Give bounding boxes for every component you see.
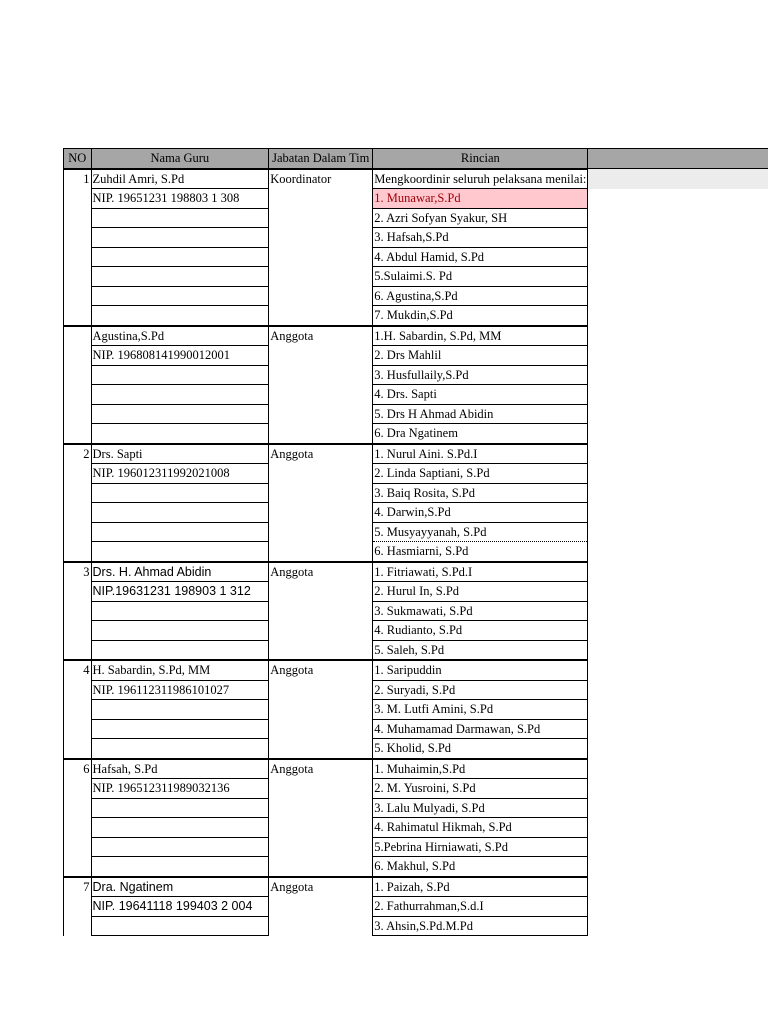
role-blank-cell [269,267,373,287]
table-row [64,601,768,621]
table-row [64,818,768,838]
detail-item: 5. Musyayyanah, S.Pd [373,522,588,542]
overflow-cell [588,267,768,287]
teacher-name: H. Sabardin, S.Pd, MM [91,660,269,680]
detail-item: 7. Mukdin,S.Pd [373,306,588,326]
teacher-name: Zuhdil Amri, S.Pd [91,169,269,189]
table-row [64,562,768,582]
teacher-blank-cell [91,228,269,248]
overflow-cell [588,582,768,602]
teacher-blank-cell [91,916,269,936]
detail-item: 3. M. Lutfi Amini, S.Pd [373,700,588,720]
row-number-cell [64,719,92,739]
detail-item: 1. Nurul Aini. S.Pd.I [373,444,588,464]
teacher-blank-cell [91,385,269,405]
role-cell: Anggota [269,444,373,464]
role-blank-cell [269,582,373,602]
teacher-blank-cell [91,739,269,759]
overflow-cell [588,228,768,248]
table-row [64,444,768,464]
row-number-cell: 4 [64,660,92,680]
row-number-cell: 1 [64,169,92,189]
row-number-cell [64,601,92,621]
role-blank-cell [269,680,373,700]
overflow-cell [588,404,768,424]
teacher-name: Drs. H. Ahmad Abidin [91,562,269,582]
teacher-blank-cell [91,247,269,267]
overflow-cell [588,522,768,542]
table-row [64,621,768,641]
teacher-blank-cell [91,424,269,444]
overflow-cell [588,640,768,660]
role-blank-cell [269,837,373,857]
row-number-cell [64,208,92,228]
table-row [64,759,768,779]
row-number-cell [64,464,92,484]
detail-item: 6. Hasmiarni, S.Pd [373,542,588,562]
row-number-cell [64,621,92,641]
role-blank-cell [269,640,373,660]
teacher-blank-cell [91,365,269,385]
overflow-cell [588,286,768,306]
overflow-cell [588,189,768,209]
header-jabatan: Jabatan Dalam Tim [269,149,373,169]
overflow-cell [588,346,768,366]
teacher-blank-cell [91,837,269,857]
row-number-cell [64,346,92,366]
table-row [64,228,768,248]
row-number-cell [64,365,92,385]
row-number-cell [64,542,92,562]
row-number-cell [64,503,92,523]
teacher-blank-cell [91,818,269,838]
teacher-nip: NIP.19631231 198903 1 312 [91,582,269,602]
row-number-cell [64,424,92,444]
table-row [64,877,768,897]
detail-item: 1. Muhaimin,S.Pd [373,759,588,779]
detail-item: 1. Munawar,S.Pd [373,189,588,209]
role-blank-cell [269,228,373,248]
row-number-cell [64,798,92,818]
detail-item: 2. Drs Mahlil [373,346,588,366]
detail-item: 6. Makhul, S.Pd [373,857,588,877]
teacher-name: Drs. Sapti [91,444,269,464]
row-number-cell [64,582,92,602]
table-row [64,346,768,366]
row-number-cell [64,326,92,346]
table-row [64,739,768,759]
overflow-cell [588,739,768,759]
detail-item: 3. Ahsin,S.Pd.M.Pd [373,916,588,936]
detail-item: 4. Abdul Hamid, S.Pd [373,247,588,267]
role-blank-cell [269,719,373,739]
table-row [64,700,768,720]
role-blank-cell [269,779,373,799]
table-row [64,483,768,503]
overflow-cell [588,326,768,346]
detail-item: 2. Linda Saptiani, S.Pd [373,464,588,484]
row-number-cell [64,640,92,660]
role-blank-cell [269,189,373,209]
detail-item: 2. Hurul In, S.Pd [373,582,588,602]
table-row [64,306,768,326]
table-row [64,582,768,602]
table-row [64,267,768,287]
overflow-cell [588,169,768,189]
row-number-cell: 6 [64,759,92,779]
detail-item: 2. M. Yusroini, S.Pd [373,779,588,799]
detail-item: 5. Drs H Ahmad Abidin [373,404,588,424]
role-blank-cell [269,897,373,917]
teacher-blank-cell [91,483,269,503]
role-blank-cell [269,208,373,228]
header-nama-guru: Nama Guru [91,149,269,169]
table-row [64,326,768,346]
detail-item: 3. Husfullaily,S.Pd [373,365,588,385]
detail-item: 4. Darwin,S.Pd [373,503,588,523]
overflow-cell [588,621,768,641]
overflow-cell [588,542,768,562]
row-number-cell [64,404,92,424]
row-number-cell: 3 [64,562,92,582]
detail-item: 2. Suryadi, S.Pd [373,680,588,700]
role-blank-cell [269,247,373,267]
detail-item: 6. Dra Ngatinem [373,424,588,444]
teacher-blank-cell [91,542,269,562]
detail-item: 1. Fitriawati, S.Pd.I [373,562,588,582]
table-body [64,169,768,936]
teacher-name: Hafsah, S.Pd [91,759,269,779]
header-no: NO [64,149,92,169]
overflow-cell [588,719,768,739]
role-blank-cell [269,346,373,366]
role-blank-cell [269,739,373,759]
teacher-name: Dra. Ngatinem [91,877,269,897]
table-row [64,837,768,857]
teacher-blank-cell [91,503,269,523]
table-row [64,660,768,680]
detail-item: 4. Rudianto, S.Pd [373,621,588,641]
table-row [64,365,768,385]
role-cell: Anggota [269,326,373,346]
table-row [64,247,768,267]
row-number-cell [64,916,92,936]
row-number-cell [64,680,92,700]
overflow-cell [588,660,768,680]
assignment-table [63,148,768,936]
role-blank-cell [269,522,373,542]
overflow-cell [588,306,768,326]
detail-item: 3. Baiq Rosita, S.Pd [373,483,588,503]
header-overflow-cell [588,149,768,169]
table-row [64,169,768,189]
header-rincian: Rincian [373,149,588,169]
teacher-name: Agustina,S.Pd [91,326,269,346]
row-number-cell [64,522,92,542]
overflow-cell [588,503,768,523]
detail-item: 5. Saleh, S.Pd [373,640,588,660]
row-number-cell [64,818,92,838]
overflow-cell [588,365,768,385]
teacher-blank-cell [91,640,269,660]
header-row [64,149,768,169]
overflow-cell [588,208,768,228]
role-blank-cell [269,404,373,424]
table-row [64,897,768,917]
overflow-cell [588,483,768,503]
teacher-blank-cell [91,522,269,542]
detail-item: 2. Fathurrahman,S.d.I [373,897,588,917]
overflow-cell [588,601,768,621]
overflow-cell [588,897,768,917]
teacher-blank-cell [91,267,269,287]
row-number-cell [64,286,92,306]
teacher-nip: NIP. 19651231 198803 1 308 [91,189,269,209]
teacher-blank-cell [91,208,269,228]
teacher-blank-cell [91,306,269,326]
detail-item: 5.Sulaimi.S. Pd [373,267,588,287]
row-number-cell [64,228,92,248]
row-number-cell [64,897,92,917]
teacher-blank-cell [91,286,269,306]
overflow-cell [588,700,768,720]
row-number-cell [64,857,92,877]
row-number-cell [64,837,92,857]
detail-item: 3. Sukmawati, S.Pd [373,601,588,621]
detail-item: 4. Drs. Sapti [373,385,588,405]
row-number-cell: 2 [64,444,92,464]
overflow-cell [588,385,768,405]
overflow-cell [588,779,768,799]
table-row [64,680,768,700]
row-number-cell [64,739,92,759]
overflow-cell [588,424,768,444]
role-blank-cell [269,601,373,621]
row-number-cell [64,247,92,267]
teacher-blank-cell [91,601,269,621]
role-blank-cell [269,286,373,306]
teacher-nip: NIP. 196112311986101027 [91,680,269,700]
overflow-cell [588,759,768,779]
table-row [64,640,768,660]
table-row [64,916,768,936]
role-blank-cell [269,818,373,838]
table-row [64,779,768,799]
table-row [64,208,768,228]
overflow-cell [588,680,768,700]
detail-item: 4. Rahimatul Hikmah, S.Pd [373,818,588,838]
teacher-blank-cell [91,798,269,818]
role-blank-cell [269,857,373,877]
detail-item: Mengkoordinir seluruh pelaksana menilai: [373,169,588,189]
teacher-blank-cell [91,719,269,739]
table-row [64,424,768,444]
teacher-blank-cell [91,700,269,720]
teacher-blank-cell [91,621,269,641]
table-row [64,719,768,739]
table-row [64,464,768,484]
role-cell: Koordinator [269,169,373,189]
detail-item: 5.Pebrina Hirniawati, S.Pd [373,837,588,857]
teacher-blank-cell [91,404,269,424]
overflow-cell [588,916,768,936]
table-row [64,385,768,405]
teacher-nip: NIP. 19641118 199403 2 004 [91,897,269,917]
row-number-cell [64,306,92,326]
overflow-cell [588,464,768,484]
role-blank-cell [269,621,373,641]
table-row [64,189,768,209]
role-cell: Anggota [269,660,373,680]
role-cell: Anggota [269,877,373,897]
row-number-cell [64,385,92,405]
detail-item: 3. Lalu Mulyadi, S.Pd [373,798,588,818]
detail-item: 1.H. Sabardin, S.Pd, MM [373,326,588,346]
row-number-cell [64,700,92,720]
table-row [64,404,768,424]
table-row [64,286,768,306]
teacher-nip: NIP. 196512311989032136 [91,779,269,799]
overflow-cell [588,818,768,838]
role-blank-cell [269,503,373,523]
table-row [64,503,768,523]
spreadsheet [63,148,768,944]
table-row [64,857,768,877]
overflow-cell [588,798,768,818]
row-number-cell [64,779,92,799]
role-cell: Anggota [269,759,373,779]
teacher-blank-cell [91,857,269,877]
overflow-cell [588,444,768,464]
overflow-cell [588,857,768,877]
role-blank-cell [269,385,373,405]
teacher-nip: NIP. 196012311992021008 [91,464,269,484]
row-number-cell [64,267,92,287]
overflow-cell [588,877,768,897]
table-row [64,542,768,562]
detail-item: 2. Azri Sofyan Syakur, SH [373,208,588,228]
role-blank-cell [269,365,373,385]
detail-item: 6. Agustina,S.Pd [373,286,588,306]
teacher-nip: NIP. 196808141990012001 [91,346,269,366]
table-row [64,522,768,542]
detail-item: 3. Hafsah,S.Pd [373,228,588,248]
row-number-cell [64,483,92,503]
role-blank-cell [269,483,373,503]
row-number-cell: 7 [64,877,92,897]
role-blank-cell [269,424,373,444]
role-blank-cell [269,464,373,484]
overflow-cell [588,247,768,267]
table-row [64,798,768,818]
overflow-cell [588,837,768,857]
role-blank-cell [269,306,373,326]
detail-item: 1. Paizah, S.Pd [373,877,588,897]
role-cell: Anggota [269,562,373,582]
detail-item: 1. Saripuddin [373,660,588,680]
role-blank-cell [269,798,373,818]
role-blank-cell [269,542,373,562]
detail-item: 5. Kholid, S.Pd [373,739,588,759]
role-blank-cell [269,700,373,720]
detail-item: 4. Muhamamad Darmawan, S.Pd [373,719,588,739]
row-number-cell [64,189,92,209]
role-blank-cell [269,916,373,936]
overflow-cell [588,562,768,582]
